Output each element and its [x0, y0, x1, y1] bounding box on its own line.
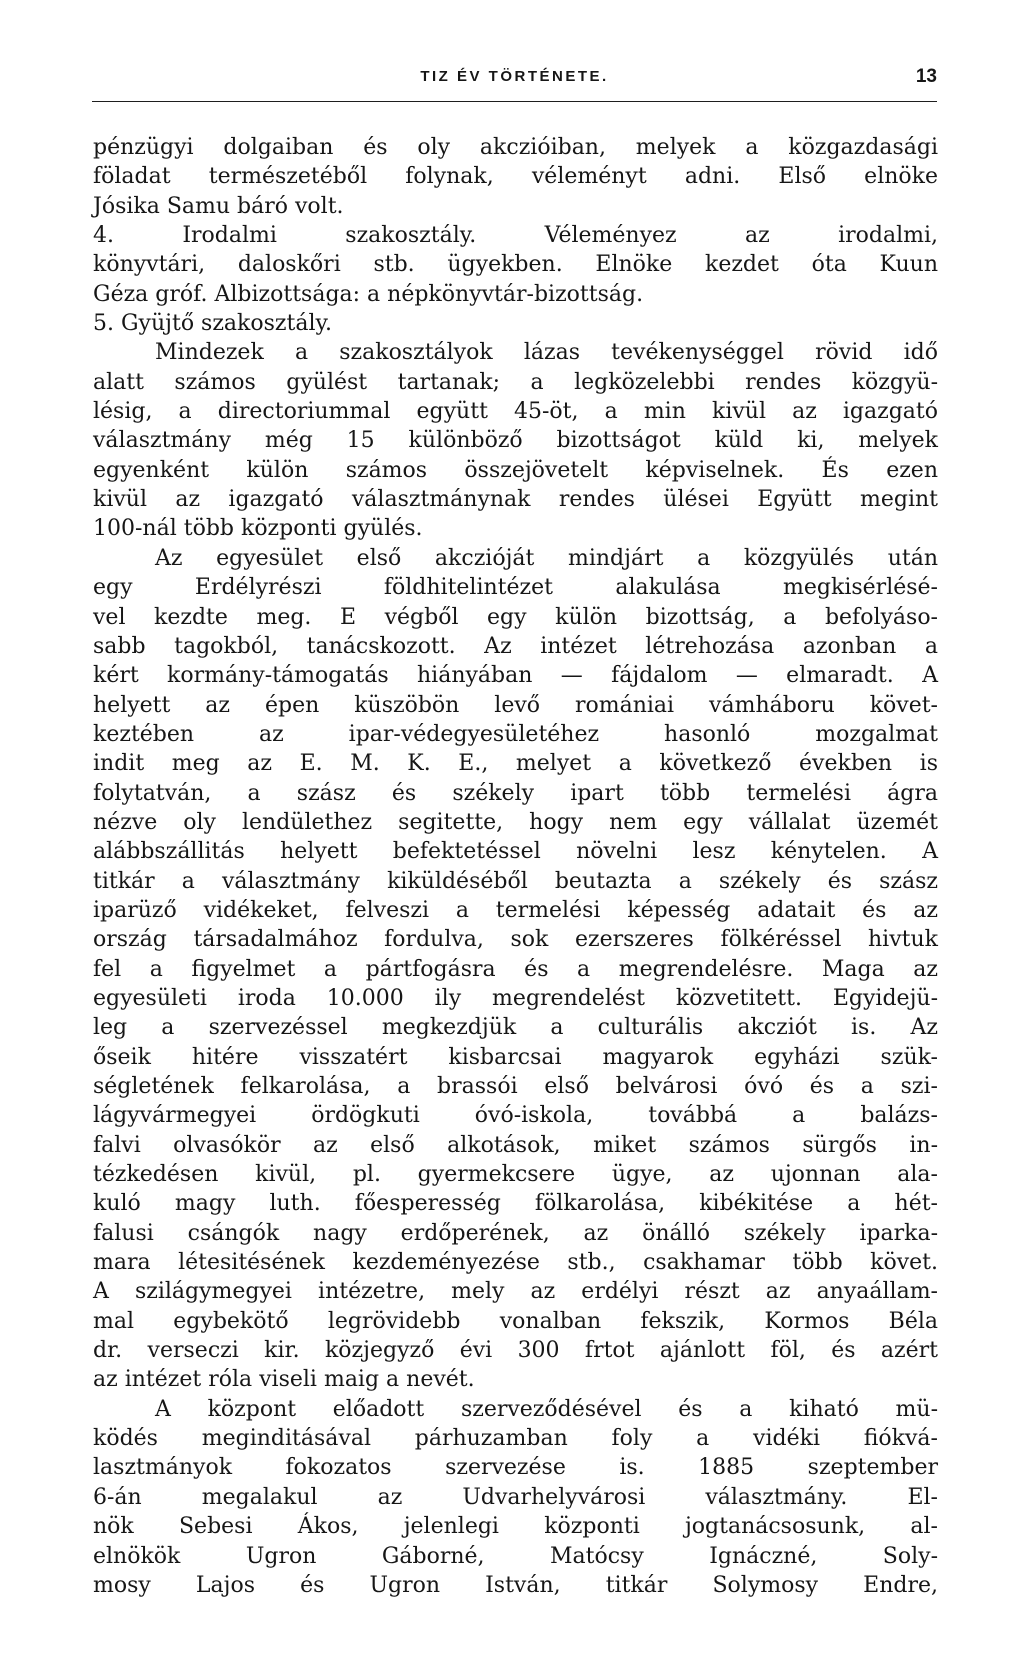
text-line: ködés meginditásával párhuzamban foly a vidéki fiókvá-: [93, 1426, 938, 1452]
text-line: egyesületi iroda 10.000 ily megrendelést közvetitett. Egyidejü-: [93, 985, 938, 1011]
text-line: 4. Irodalmi szakosztály. Véleményez az irodalmi,: [93, 223, 938, 249]
text-line: 6-án megalakul az Udvarhelyvárosi választmány. El-: [93, 1484, 938, 1510]
text-line: mal egybekötő legrövidebb vonalban fekszik, Kormos Béla: [93, 1308, 938, 1334]
text-line: mosy Lajos és Ugron István, titkár Solymosy Endre,: [93, 1572, 938, 1598]
body-text: [93, 133, 938, 1600]
text-line: keztében az ipar-védegyesületéhez hasonló mozgalmat: [93, 721, 938, 747]
text-line: föladat természetéből folynak, véleményt adni. Első elnöke: [93, 164, 938, 190]
text-line: fel a figyelmet a pártfogásra és a megrendelésre. Maga az: [93, 956, 938, 982]
text-line: mara létesitésének kezdeményezése stb., csakhamar több követ.: [93, 1250, 938, 1276]
text-line: Jósika Samu báró volt.: [93, 193, 344, 219]
text-line: 100-nál több központi gyülés.: [93, 516, 423, 542]
page-header: [92, 68, 937, 98]
text-line: leg a szervezéssel megkezdjük a culturális akcziót is. Az: [93, 1015, 938, 1041]
text-line: pénzügyi dolgaiban és oly akczióiban, melyek a közgazdasági: [93, 135, 938, 160]
text-line: lésig, a directoriummal együtt 45-öt, a min kivül az igazgató: [93, 399, 938, 425]
text-line: egyenként külön számos összejövetelt képviselnek. És ezen: [93, 457, 938, 483]
text-line: indit meg az E. M. K. E., melyet a következő években is: [93, 751, 938, 777]
text-line: A szilágymegyei intézetre, mely az erdélyi részt az anyaállam-: [93, 1279, 938, 1305]
text-line: tézkedésen kivül, pl. gyermekcsere ügye, az ujonnan ala-: [93, 1162, 938, 1188]
text-line: őseik hitére visszatért kisbarcsai magyarok egyházi szük-: [93, 1044, 938, 1070]
text-line: ségletének felkarolása, a brassói első belvárosi óvó és a szi-: [93, 1074, 938, 1099]
text-line: folytatván, a szász és székely ipart több termelési ágra: [93, 780, 938, 806]
text-line: sabb tagokból, tanácskozott. Az intézet létrehozása azonban a: [93, 633, 938, 659]
running-title: TIZ ÉV TÖRTÉNETE.: [420, 68, 609, 85]
text-line: lasztmányok fokozatos szervezése is. 1885 szeptember: [93, 1455, 938, 1481]
text-line: az intézet róla viseli maig a nevét.: [93, 1367, 475, 1393]
text-line: választmány még 15 különböző bizottságot küld ki, melyek: [93, 428, 938, 454]
text-line: könyvtári, daloskőri stb. ügyekben. Elnöke kezdet óta Kuun: [93, 252, 938, 278]
text-line: falusi csángók nagy erdőperének, az önálló székely iparka-: [93, 1220, 938, 1246]
page-number: 13: [915, 66, 937, 87]
text-line: ország társadalmához fordulva, sok ezerszeres fölkéréssel hivtuk: [93, 927, 938, 953]
text-line: falvi olvasókör az első alkotások, miket számos sürgős in-: [93, 1132, 938, 1158]
header-rule: [92, 101, 937, 102]
text-line: alábbszállitás helyett befektetéssel növelni lesz kénytelen. A: [93, 839, 938, 865]
text-line: alatt számos gyülést tartanak; a legközelebbi rendes közgyü-: [93, 369, 938, 395]
text-line: nézve oly lendülethez segitette, hogy nem egy vállalat üzemét: [93, 809, 938, 835]
text-line: Az egyesület első akczióját mindjárt a közgyülés után: [155, 545, 938, 571]
text-line: egy Erdélyrészi földhitelintézet alakulása megkisérlésé-: [93, 575, 938, 601]
text-line: helyett az épen küszöbön levő romániai vámháboru követ-: [93, 692, 938, 718]
text-line: elnökök Ugron Gáborné, Matócsy Ignáczné, Soly-: [93, 1543, 938, 1569]
text-line: lágyvármegyei ördögkuti óvó-iskola, továbbá a balázs-: [93, 1103, 938, 1129]
text-line: A központ előadott szerveződésével és a kiható mü-: [155, 1396, 938, 1422]
text-line: Mindezek a szakosztályok lázas tevékenységgel rövid idő: [155, 340, 938, 366]
text-line: nök Sebesi Ákos, jelenlegi központi jogtanácsosunk, al-: [93, 1514, 938, 1540]
text-line: iparüző vidékeket, felveszi a termelési képesség adatait és az: [93, 897, 938, 923]
text-line: Géza gróf. Albizottsága: a népkönyvtár-bizottság.: [93, 281, 644, 307]
text-line: kért kormány-támogatás hiányában — fájdalom — elmaradt. A: [93, 663, 938, 689]
text-line: kuló magy luth. főesperesség fölkarolása, kibékitése a hét-: [93, 1191, 938, 1217]
text-line: vel kezdte meg. E végből egy külön bizottság, a befolyáso-: [93, 604, 938, 630]
text-line: 5. Gyüjtő szakosztály.: [93, 311, 333, 337]
text-line: titkár a választmány kiküldéséből beutazta a székely és szász: [93, 868, 938, 894]
text-line: dr. verseczi kir. közjegyző évi 300 frtot ajánlott föl, és azért: [93, 1338, 938, 1364]
text-line: kivül az igazgató választmánynak rendes ülései Együtt megint: [93, 487, 938, 513]
